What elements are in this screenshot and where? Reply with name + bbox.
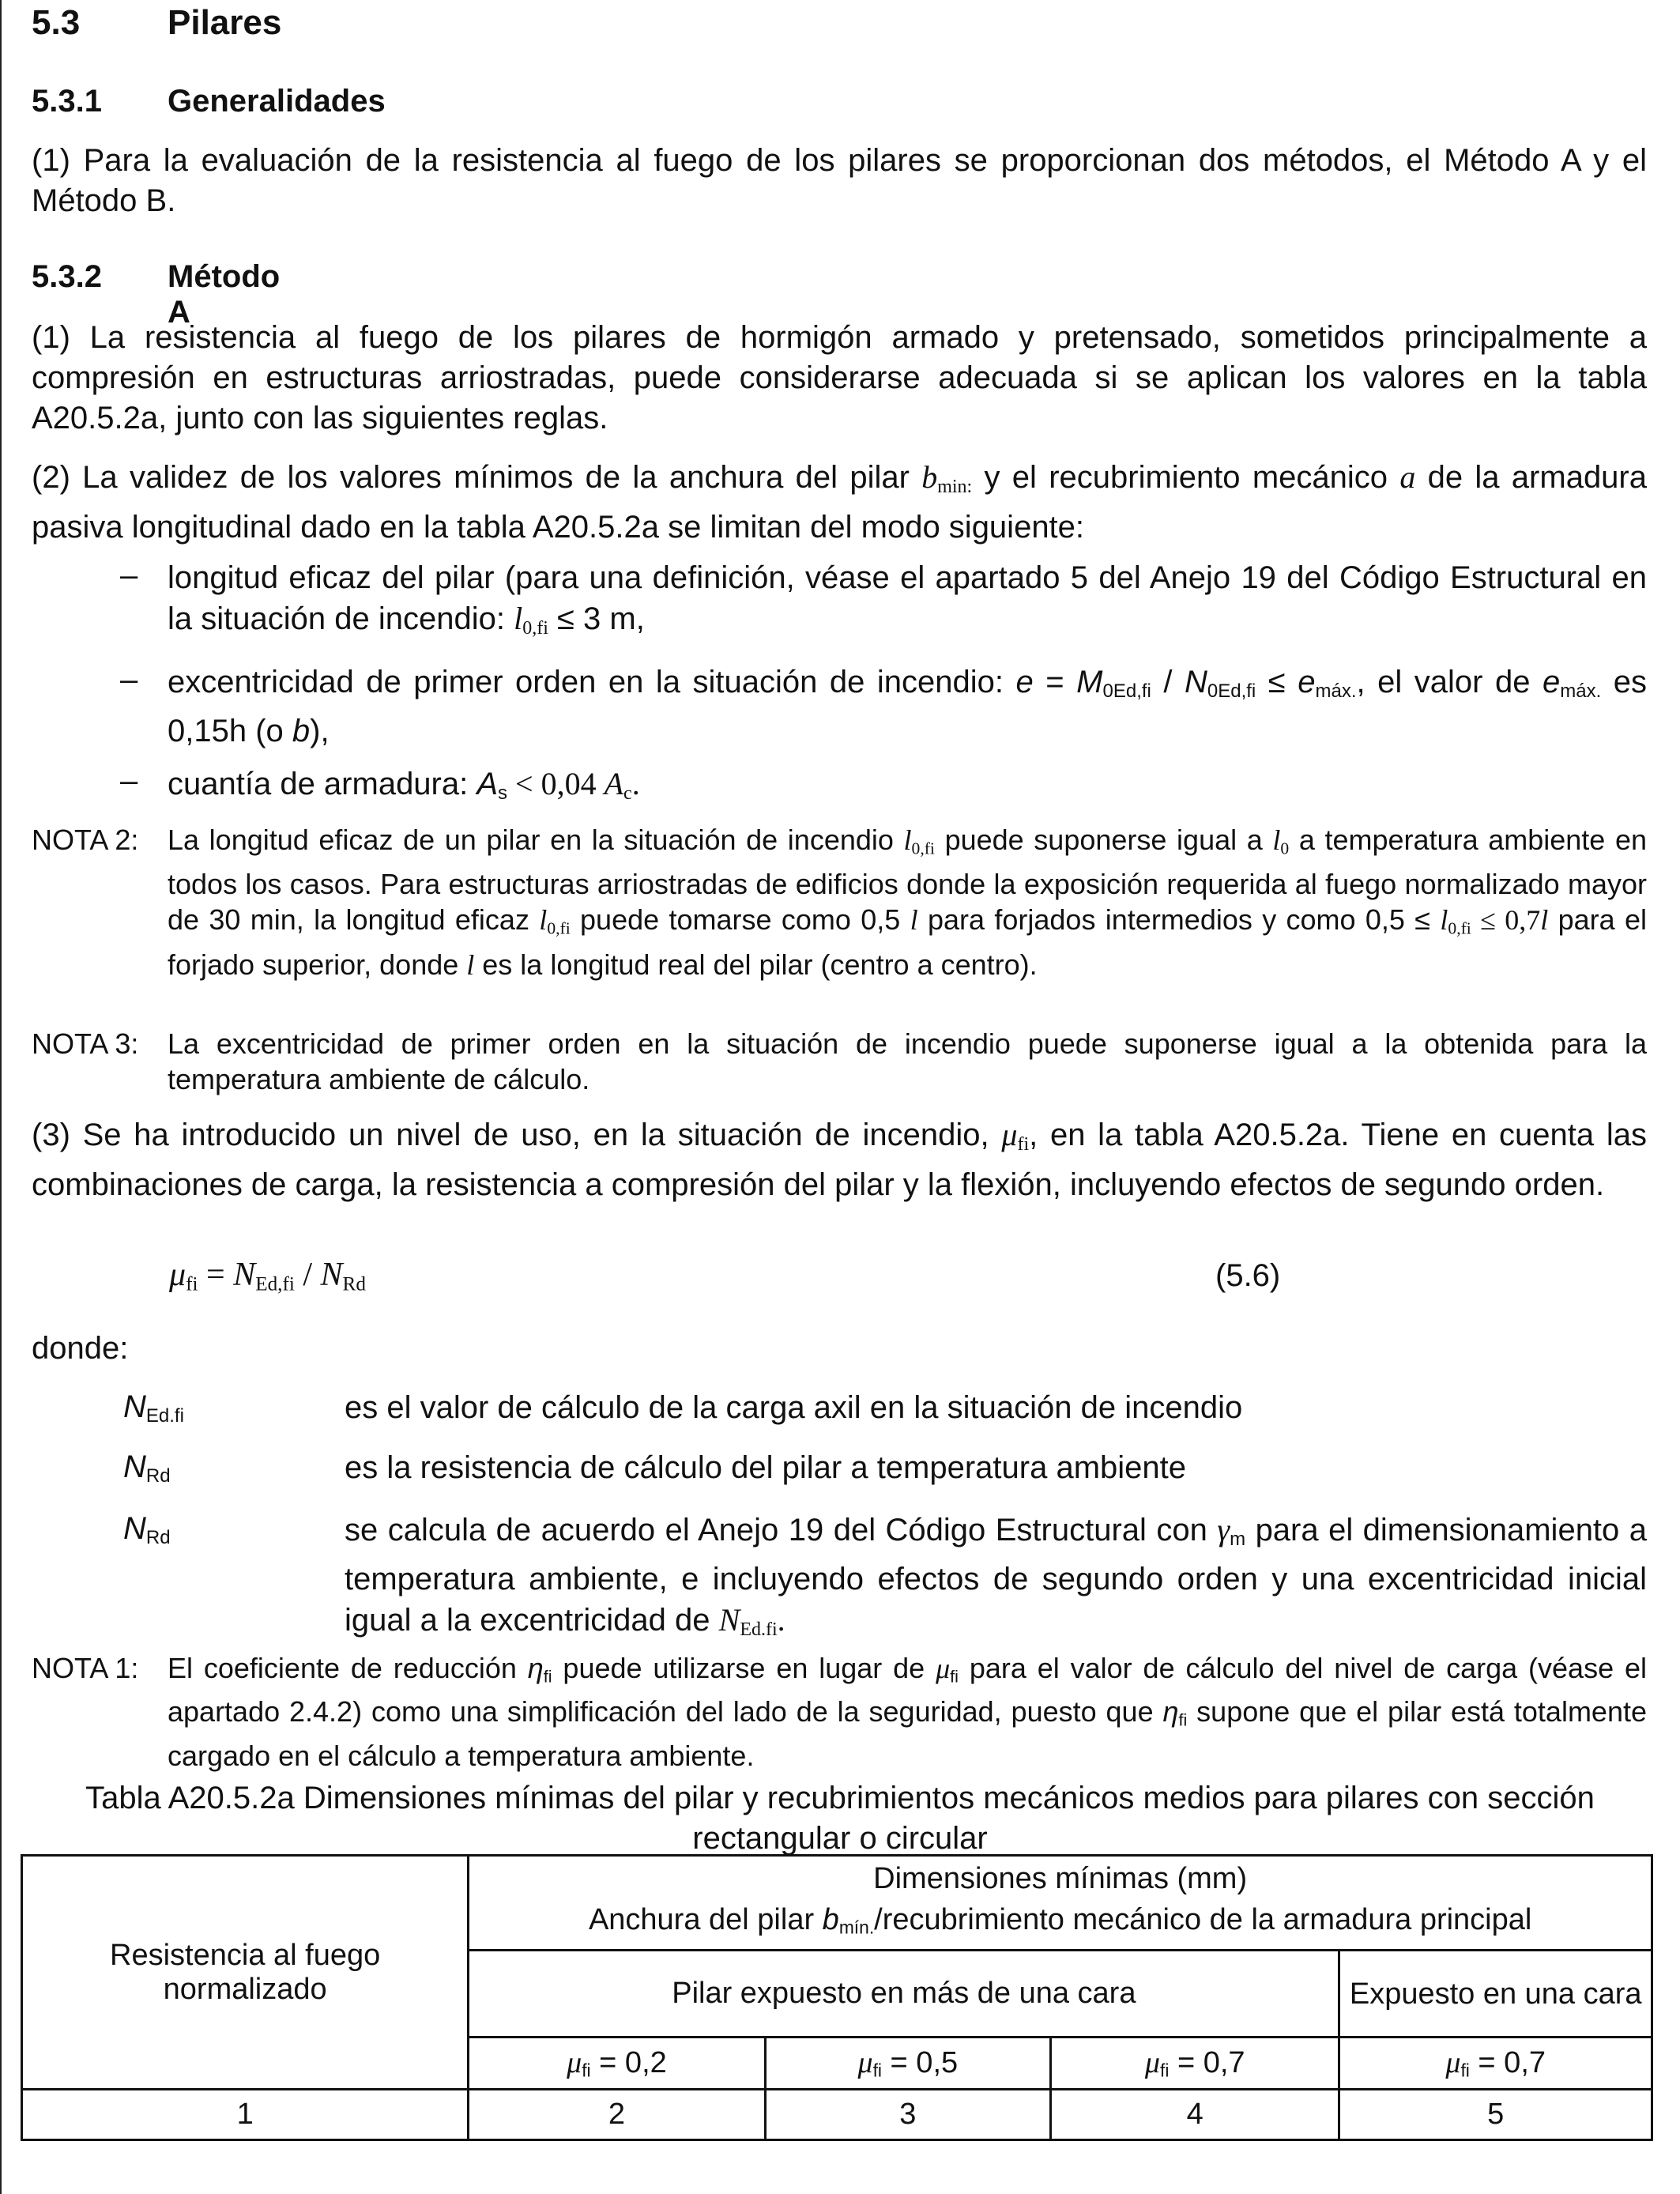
section-heading-5-3-1	[32, 84, 386, 119]
definition-text: se calcula de acuerdo el Anejo 19 del Código Estructural con $\gamma_m$ para el dimensionamiento a temperatura ambiente, e incluyendo efectos de segundo orden y una excentricidad inicial igual a la excentricidad de $N_{Ed.fi}$.	[345, 1512, 1647, 1640]
bullet-eccentricity: excentricidad de primer orden en la situación de incendio: $e = M_{0Ed,fi} / N_{0Ed,fi} \le e_{máx.}$, el valor de $e_{máx.}$ es 0,15h (o b),	[168, 665, 1648, 748]
header-min-dimensions: Dimensiones mínimas (mm) Anchura del pilar $b_{mín.}$/recubrimiento mecánico de la armadura principal	[469, 1856, 1652, 1951]
definition-text: es la resistencia de cálculo del pilar a temperatura ambiente	[345, 1450, 1187, 1485]
header-mu-fi: $\mu_{fi} = 0,5$	[765, 2038, 1050, 2090]
column-number: 4	[1051, 2090, 1339, 2140]
note-3-text: La excentricidad de primer orden en la situación de incendio puede suponerse igual a la obtenida para la temperatura ambiente de cálculo.	[168, 1027, 1647, 1095]
section-title: Método A	[168, 259, 281, 330]
bullet-effective-length: longitud eficaz del pilar (para una definición, véase el apartado 5 del Anejo 19 del Código Estructural en la situación de incendio: $l_{0,fi} \le 3$ m,	[168, 560, 1647, 639]
header-mu-fi: $\mu_{fi} = 0,7$	[1051, 2038, 1339, 2090]
header-more-than-one-face: Pilar expuesto en más de una cara	[469, 1951, 1339, 2038]
symbol-N-Rd: $N_{Rd}$	[123, 1449, 171, 1487]
formula-number: (5.6)	[1215, 1258, 1281, 1293]
section-title: Pilares	[168, 3, 282, 42]
header-mu-fi: $\mu_{fi} = 0,2$	[469, 2038, 765, 2090]
note-label: NOTA 1:	[32, 1652, 139, 1684]
donde-label: donde:	[32, 1331, 129, 1366]
section-number: 5.3.1	[32, 84, 102, 119]
note-label: NOTA 2:	[32, 824, 139, 856]
symbol-N-Ed-fi: $N_{Ed.fi}$	[123, 1389, 184, 1427]
bullet-reinforcement-ratio: cuantía de armadura: $A_s < 0,04$ $A_c$.	[168, 766, 640, 804]
header-one-face: Expuesto en una cara	[1339, 1951, 1652, 2038]
section-heading-5-3	[32, 3, 282, 43]
column-number: 5	[1339, 2090, 1652, 2140]
formula-5-6: $\mu_{fi} = N_{Ed,fi} / N_{Rd}$	[169, 1257, 366, 1295]
note-2-text: La longitud eficaz de un pilar en la situación de incendio $l_{0,fi}$ puede suponerse igual a $l_0$ a temperatura ambiente en todos los casos. Para estructuras arriostradas de edificios donde la exposición requerida al fuego normalizado mayor de 30 min, la longitud eficaz $l_{0,fi}$ puede tomarse como 0,5 l para forjados intermedios y como $0,5 \le l_{0,fi} \le 0,7l$ para el forjado superior, donde l es la longitud real del pilar (centro a centro).	[168, 824, 1647, 981]
note-1-text: El coeficiente de reducción $\eta_{fi}$ puede utilizarse en lugar de $\mu_{fi}$ para el valor de cálculo del nivel de carga (véase el apartado 2.4.2) como una simplificación del lado de la seguridad, puesto que $\eta_{fi}$ supone que el pilar está totalmente cargado en el cálculo a temperatura ambiente.	[168, 1652, 1647, 1772]
column-number: 2	[469, 2090, 765, 2140]
header-mu-fi: $\mu_{fi} = 0,7$	[1339, 2038, 1652, 2090]
note-label: NOTA 3:	[32, 1027, 139, 1060]
section-number: 5.3	[32, 3, 81, 42]
column-number: 3	[765, 2090, 1050, 2140]
paragraph-5-3-2-3: (3) Se ha introducido un nivel de uso, en la situación de incendio, $\mu_{fi}$, en la tabla A20.5.2a. Tiene en cuenta las combinaciones de carga, la resistencia a compresión del pilar y la flexión, incluyendo efectos de segundo orden.	[32, 1117, 1648, 1202]
paragraph-5-3-1-1: (1) Para la evaluación de la resistencia al fuego de los pilares se proporcionan dos métodos, el Método A y el Método B.	[32, 143, 1647, 218]
section-number: 5.3.2	[32, 259, 102, 294]
paragraph-5-3-2-1: (1) La resistencia al fuego de los pilares de hormigón armado y pretensado, sometidos principalmente a compresión en estructuras arriostradas, puede considerarse adecuada si se aplican los valores en la tabla A20.5.2a, junto con las siguientes reglas.	[32, 320, 1647, 435]
page-left-border	[0, 0, 2, 2194]
table-caption: Tabla A20.5.2a Dimensiones mínimas del pilar y recubrimientos mecánicos medios para pilares con sección rectangular o circular	[85, 1781, 1595, 1856]
definition-text: es el valor de cálculo de la carga axil en la situación de incendio	[345, 1390, 1243, 1425]
paragraph-5-3-2-2: (2) La validez de los valores mínimos de la anchura del pilar $b_{min:}$ y el recubrimiento mecánico a de la armadura pasiva longitudinal dado en la tabla A20.5.2a se limitan del modo siguiente:	[32, 459, 1647, 545]
bullet-dash: –	[120, 558, 138, 593]
bullet-dash: –	[120, 763, 138, 798]
symbol-N-Rd: $N_{Rd}$	[123, 1511, 171, 1548]
section-title: Generalidades	[168, 84, 386, 119]
header-fire-resistance: Resistencia al fuego normalizado	[22, 1856, 469, 2090]
dimensions-table	[21, 1854, 1653, 2141]
section-heading-5-3-2	[32, 259, 281, 330]
bullet-dash: –	[120, 662, 138, 697]
column-number: 1	[22, 2090, 469, 2140]
